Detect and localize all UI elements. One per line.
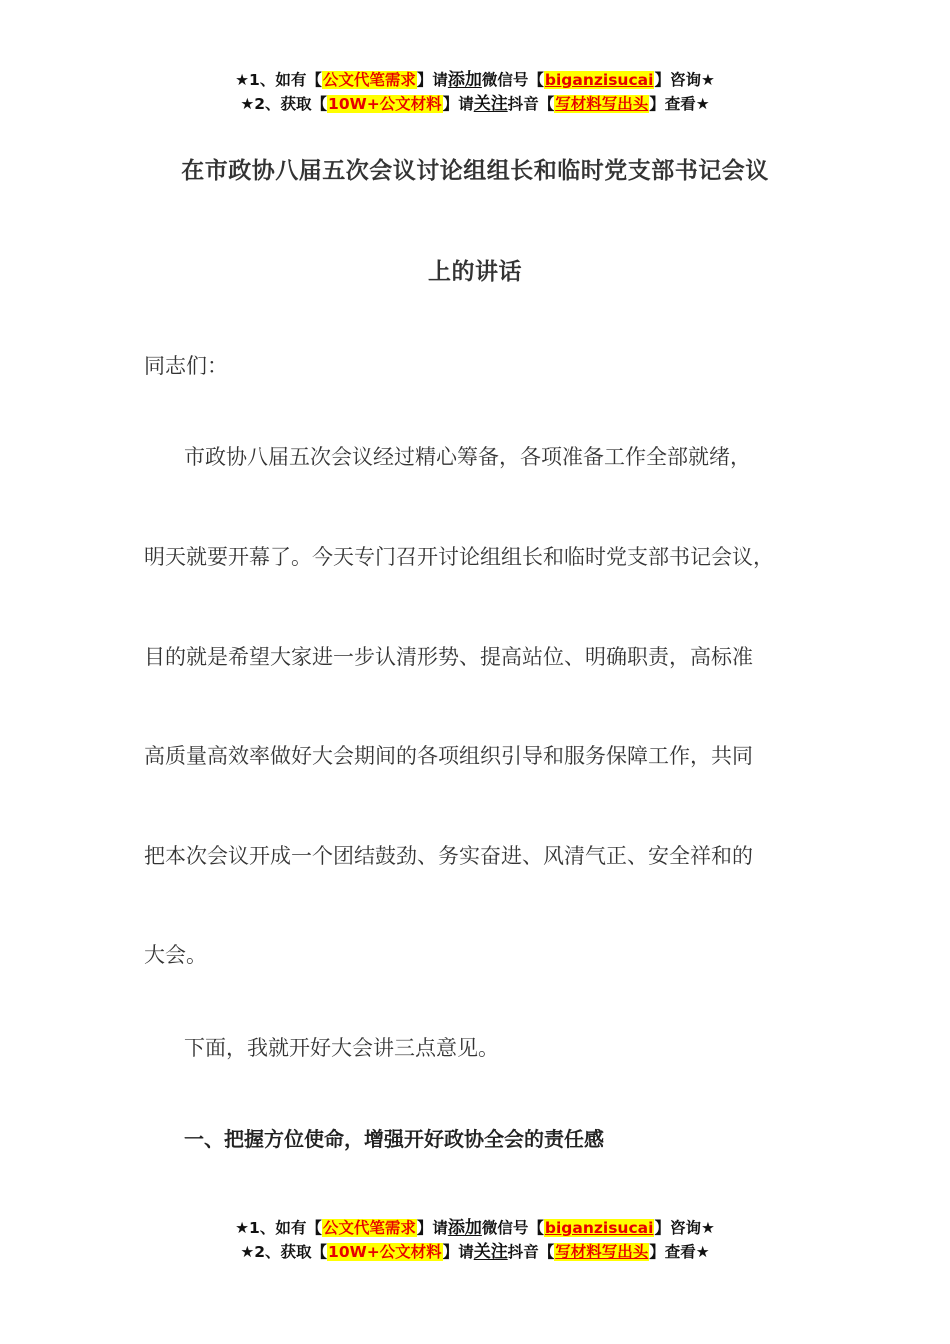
service-highlight: 公文代笔需求	[322, 71, 416, 89]
service-highlight: 公文代笔需求	[322, 1219, 416, 1237]
douyin-id-highlight: 写材料写出头	[555, 95, 649, 113]
materials-highlight: 10W+公文材料	[328, 95, 442, 113]
promo-line-1: ★1、如有【公文代笔需求】请添加微信号【biganzisucai】咨询★	[235, 1218, 715, 1238]
paragraph-1-line-2: 明天就要开幕了。今天专门召开讨论组组长和临时党支部书记会议，	[144, 545, 774, 569]
promo-banner-bottom	[0, 1216, 950, 1264]
salutation: 同志们：	[144, 354, 228, 378]
promo-banner-top	[0, 68, 950, 116]
section-1-heading: 一、把握方位使命，增强开好政协全会的责任感	[184, 1127, 604, 1151]
paragraph-1-line-3: 目的就是希望大家进一步认清形势、提高站位、明确职责，高标准	[144, 645, 753, 669]
promo-line-1: ★1、如有【公文代笔需求】请添加微信号【biganzisucai】咨询★	[235, 70, 715, 90]
paragraph-1-line-1: 市政协八届五次会议经过精心筹备，各项准备工作全部就绪，	[184, 445, 751, 469]
document-title-line-1: 在市政协八届五次会议讨论组组长和临时党支部书记会议	[181, 158, 769, 184]
paragraph-2: 下面，我就开好大会讲三点意见。	[184, 1036, 499, 1060]
wechat-id-highlight: biganzisucai	[544, 71, 654, 89]
add-emphasis: 添加	[447, 1218, 482, 1238]
document-title-line-2: 上的讲话	[428, 259, 522, 285]
promo-line-2: ★2、获取【10W+公文材料】请关注抖音【写材料写出头】查看★	[240, 1242, 710, 1262]
douyin-id-highlight: 写材料写出头	[555, 1243, 649, 1261]
follow-emphasis: 关注	[473, 1242, 508, 1262]
paragraph-1-line-6: 大会。	[144, 943, 207, 967]
paragraph-1-line-5: 把本次会议开成一个团结鼓劲、务实奋进、风清气正、安全祥和的	[144, 844, 753, 868]
wechat-id-highlight: biganzisucai	[544, 1219, 654, 1237]
promo-line-2: ★2、获取【10W+公文材料】请关注抖音【写材料写出头】查看★	[240, 94, 710, 114]
follow-emphasis: 关注	[473, 94, 508, 114]
add-emphasis: 添加	[447, 70, 482, 90]
materials-highlight: 10W+公文材料	[328, 1243, 442, 1261]
paragraph-1-line-4: 高质量高效率做好大会期间的各项组织引导和服务保障工作，共同	[144, 744, 753, 768]
